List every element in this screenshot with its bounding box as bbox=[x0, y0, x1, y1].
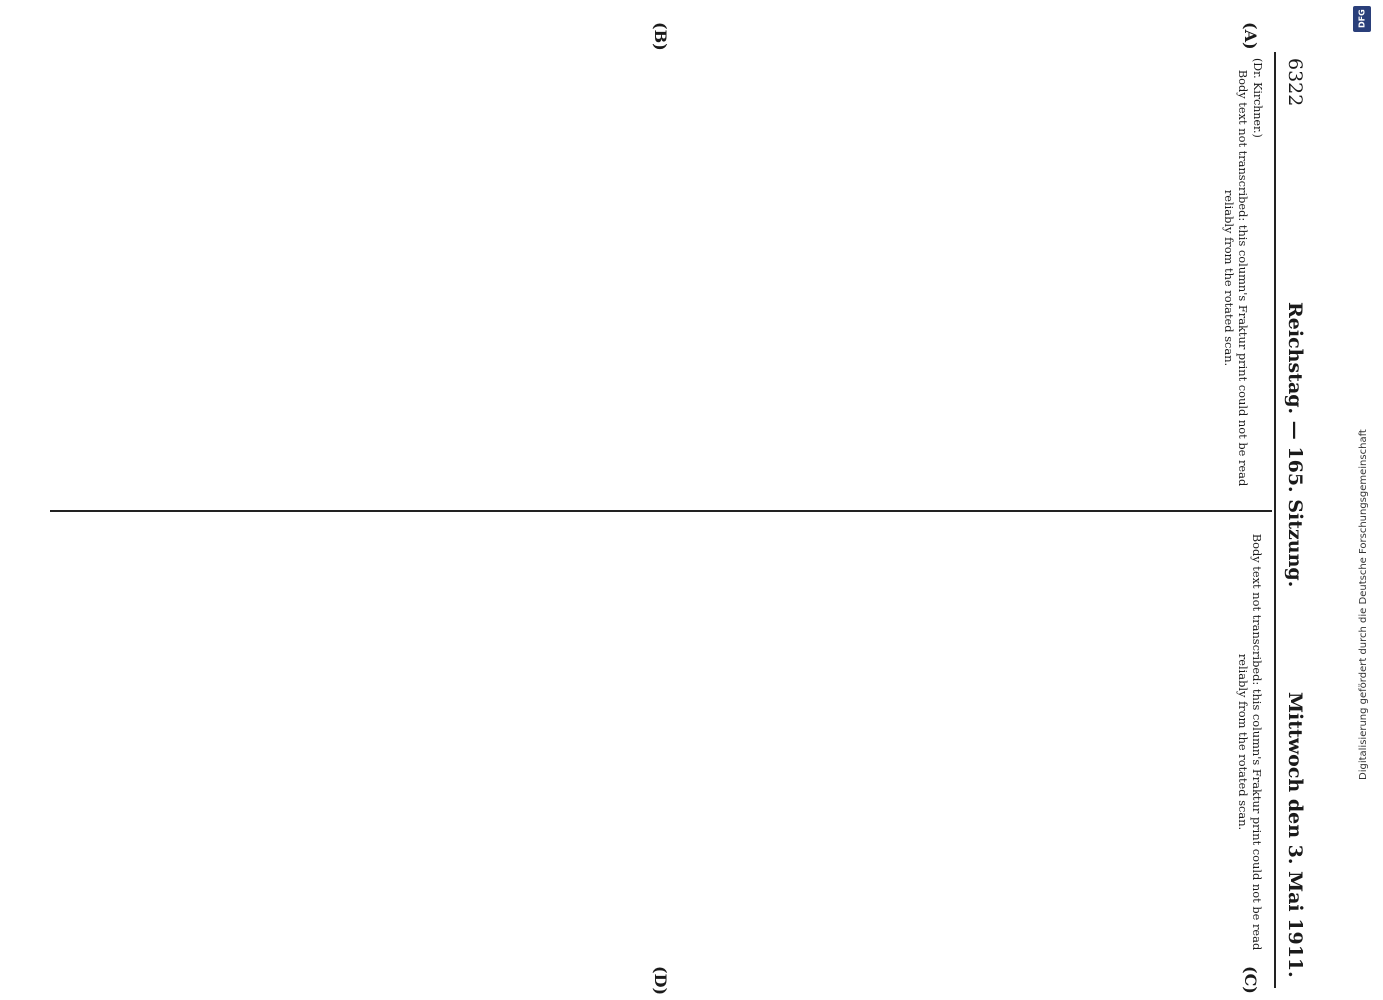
left-column-notice: Body text not transcribed: this column's Fraktur print could not be read reliably from the rotated scan. bbox=[1221, 69, 1250, 487]
margin-mark-d: (D) bbox=[651, 966, 670, 996]
margin-mark-a: (A) bbox=[1241, 22, 1260, 50]
credit-text: Digitalisierung gefördert durch die Deutsche Forschungsgemeinschaft bbox=[1358, 429, 1369, 780]
right-column-notice: Body text not transcribed: this column's Fraktur print could not be read reliably from the rotated scan. bbox=[1235, 533, 1264, 951]
column-rule bbox=[50, 510, 1272, 512]
right-column bbox=[60, 522, 1264, 962]
header-rule bbox=[1274, 52, 1276, 988]
left-column bbox=[60, 58, 1264, 498]
running-head-right: Mittwoch den 3. Mai 1911. bbox=[1284, 692, 1306, 978]
speaker-label: (Dr. Kirchner.) bbox=[1251, 58, 1264, 138]
page-number: 6322 bbox=[1284, 58, 1306, 107]
rotated-page bbox=[50, 22, 1310, 996]
digitization-credit bbox=[1353, 0, 1375, 1000]
dfg-logo: DFG bbox=[1353, 6, 1371, 32]
running-head bbox=[1276, 52, 1310, 988]
margin-mark-c: (C) bbox=[1241, 966, 1260, 994]
running-head-left: Reichstag. — 165. Sitzung. bbox=[1284, 302, 1306, 588]
margin-mark-b: (B) bbox=[651, 22, 670, 51]
